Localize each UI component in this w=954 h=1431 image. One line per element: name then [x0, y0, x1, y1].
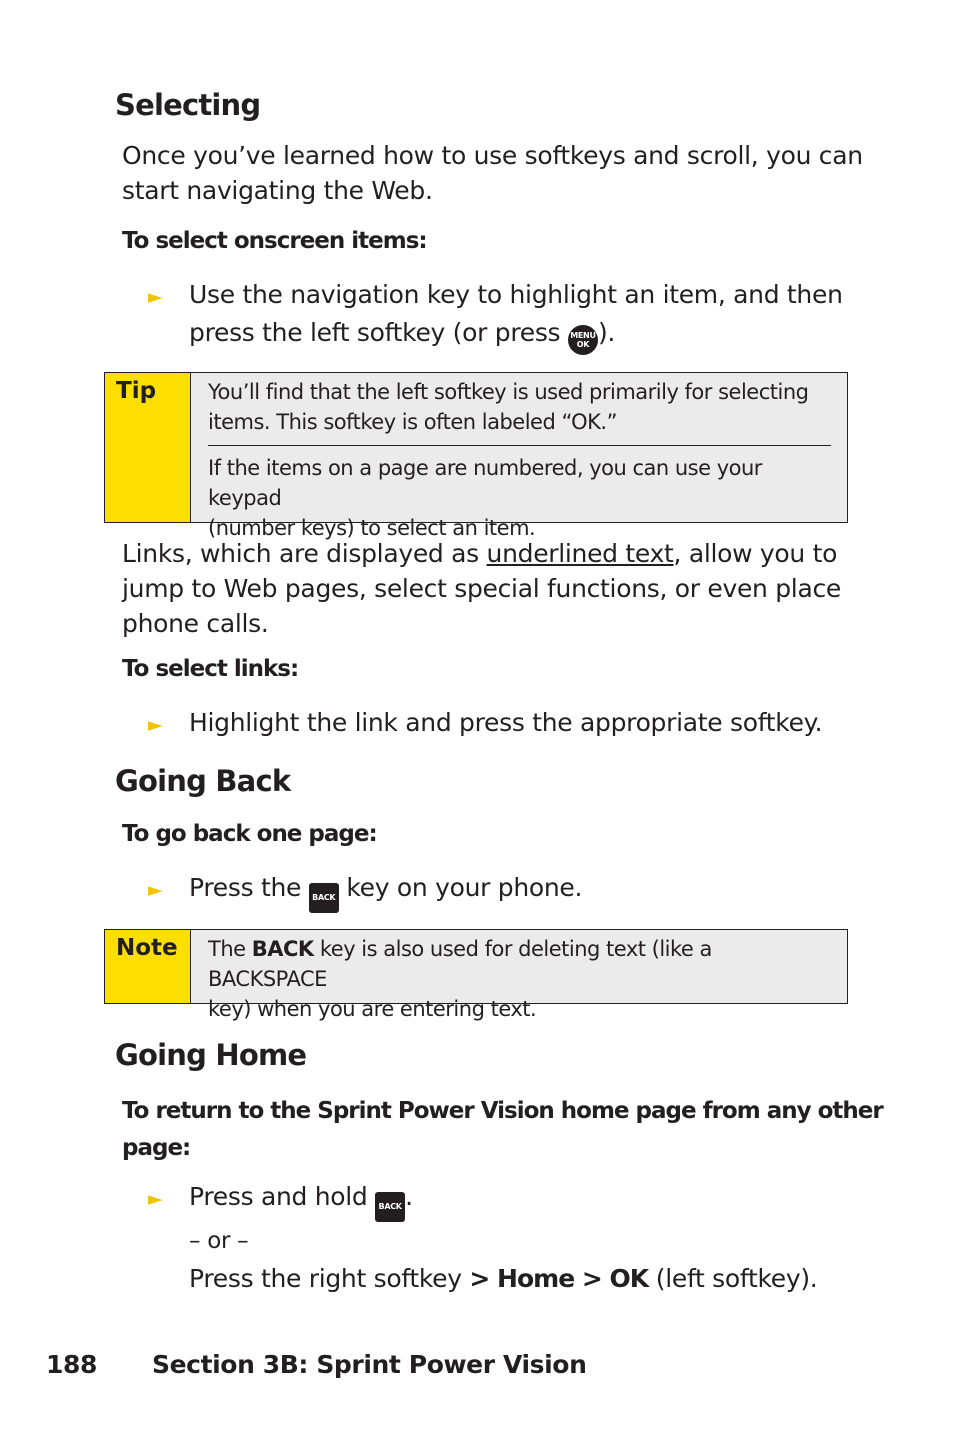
links-line-1 [122, 536, 841, 571]
links-line-2: jump to Web pages, select special functions, or even place [122, 574, 841, 603]
going-back-heading: Going Back [115, 764, 291, 798]
go-home-subheading [122, 1093, 883, 1167]
underlined-text-example: underlined text [486, 539, 674, 568]
go-back-subheading: To go back one page: [122, 821, 377, 847]
note-line-1-post: key is also used for deleting text (like a BACKSPACE [208, 937, 712, 991]
links-line-1-pre: Links, which are displayed as [122, 539, 487, 568]
select-items-step [148, 276, 843, 355]
go-back-step-post: key on your phone. [346, 873, 583, 902]
bullet-arrow-icon: ► [148, 286, 163, 308]
note-line-1 [208, 934, 831, 994]
go-back-step-pre: Press the [189, 873, 302, 902]
tip-paragraph-2 [208, 453, 831, 543]
tip-p1-line-1: You’ll find that the left softkey is used primarily for selecting [208, 380, 809, 404]
note-text [208, 934, 831, 1024]
tip-p2-line-1: If the items on a page are numbered, you can use your keypad [208, 456, 762, 510]
page-number: 188 [46, 1350, 97, 1379]
links-line-3: phone calls. [122, 609, 269, 638]
go-home-alt-pre: Press the right softkey [189, 1264, 470, 1293]
tip-box [104, 372, 848, 540]
menu-icon-label-bottom: OK [576, 340, 590, 349]
or-separator: – or – [189, 1228, 249, 1254]
select-items-step-line-2 [189, 314, 843, 355]
menu-ok-key-icon [568, 325, 598, 355]
menu-icon-label-top: MENU [570, 331, 596, 340]
go-home-menu-path: > Home > OK [469, 1264, 649, 1293]
links-line-1-post: , allow you to [673, 539, 838, 568]
select-links-subheading: To select links: [122, 656, 299, 682]
note-back-key-name: BACK [251, 937, 314, 961]
bullet-arrow-icon: ► [148, 879, 163, 901]
select-links-step [148, 704, 823, 742]
bullet-arrow-icon: ► [148, 1188, 163, 1210]
go-back-step [148, 869, 583, 913]
note-label: Note [105, 930, 191, 1003]
go-home-step [148, 1178, 413, 1222]
links-paragraph [122, 536, 841, 641]
go-home-alt-step [189, 1260, 817, 1298]
go-home-step-pre: Press and hold [189, 1182, 368, 1211]
select-links-step-text: Highlight the link and press the appropriate softkey. [189, 708, 823, 737]
note-box [104, 929, 848, 1021]
tip-divider [208, 445, 831, 446]
note-line-1-pre: The [208, 937, 252, 961]
go-home-sub-line-1: To return to the Sprint Power Vision home page from any other [122, 1098, 883, 1124]
section-title: Section 3B: Sprint Power Vision [152, 1350, 587, 1379]
select-items-step-text: press the left softkey (or press [189, 318, 561, 347]
back-key-icon: BACK [309, 883, 339, 913]
going-home-heading: Going Home [115, 1038, 307, 1072]
selecting-intro-line-1: Once you’ve learned how to use softkeys and scroll, you can [122, 141, 863, 170]
selecting-intro [122, 138, 863, 208]
select-items-subheading: To select onscreen items: [122, 228, 427, 254]
go-home-step-post: . [405, 1182, 413, 1211]
tip-p1-line-2: items. This softkey is often labeled “OK.” [208, 410, 617, 434]
tip-p2-line-2: (number keys) to select an item. [208, 516, 536, 540]
go-home-alt-post: (left softkey). [648, 1264, 818, 1293]
select-items-step-line-1: Use the navigation key to highlight an item, and then [189, 280, 843, 309]
selecting-intro-line-2: start navigating the Web. [122, 176, 433, 205]
note-line-2: key) when you are entering text. [208, 997, 537, 1021]
tip-paragraph-1 [208, 377, 831, 437]
back-key-icon: BACK [375, 1192, 405, 1222]
select-items-step-end: ). [597, 318, 616, 347]
selecting-heading: Selecting [115, 88, 261, 122]
go-home-sub-line-2: page: [122, 1135, 191, 1161]
bullet-arrow-icon: ► [148, 714, 163, 736]
tip-label: Tip [105, 373, 191, 522]
